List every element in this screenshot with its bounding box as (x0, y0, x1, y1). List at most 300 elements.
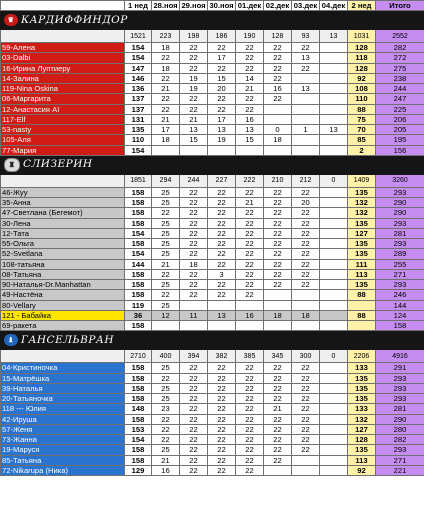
cell-week2[interactable]: 132 (348, 198, 376, 208)
cell-week1[interactable]: 158 (125, 208, 152, 218)
cell-nov30[interactable] (208, 145, 236, 155)
total-nov29[interactable]: 244 (180, 174, 208, 187)
total-dec01[interactable]: 385 (236, 350, 264, 363)
cell-nov30[interactable]: 22 (208, 373, 236, 383)
cell-week2[interactable]: 85 (348, 135, 376, 145)
cell-nov29[interactable]: 22 (180, 373, 208, 383)
cell-dec03[interactable] (292, 104, 320, 114)
cell-week1[interactable]: 136 (125, 84, 152, 94)
cell-week2[interactable]: 108 (348, 84, 376, 94)
total-nov30[interactable]: 186 (208, 30, 236, 43)
cell-dec02[interactable]: 22 (264, 73, 292, 83)
cell-dec03[interactable]: 22 (292, 228, 320, 238)
cell-total[interactable]: 282 (376, 43, 424, 53)
total-dec01[interactable]: 190 (236, 30, 264, 43)
cell-week1[interactable]: 158 (125, 445, 152, 455)
cell-nov28[interactable]: 25 (152, 187, 180, 197)
cell-dec01[interactable]: 15 (236, 135, 264, 145)
cell-dec04[interactable] (320, 84, 348, 94)
cell-dec02[interactable]: 22 (264, 383, 292, 393)
cell-dec04[interactable] (320, 218, 348, 228)
cell-nov30[interactable]: 22 (208, 465, 236, 475)
cell-week2[interactable]: 128 (348, 435, 376, 445)
cell-total[interactable]: 271 (376, 455, 424, 465)
cell-nov28[interactable]: 25 (152, 363, 180, 373)
cell-nov28[interactable]: 21 (152, 455, 180, 465)
column-header-dec04[interactable]: 04.дек (320, 1, 348, 11)
member-name[interactable]: 80-Vellary (1, 300, 125, 310)
cell-dec04[interactable] (320, 373, 348, 383)
cell-week2[interactable]: 135 (348, 383, 376, 393)
cell-week2[interactable]: 88 (348, 310, 376, 320)
cell-week2[interactable]: 2 (348, 145, 376, 155)
cell-nov28[interactable]: 25 (152, 445, 180, 455)
cell-dec04[interactable] (320, 269, 348, 279)
cell-nov29[interactable]: 19 (180, 84, 208, 94)
cell-week1[interactable]: 137 (125, 94, 152, 104)
cell-week2[interactable]: 128 (348, 63, 376, 73)
column-header-name[interactable] (1, 1, 125, 11)
cell-dec02[interactable]: 22 (264, 363, 292, 373)
cell-week1[interactable]: 154 (125, 145, 152, 155)
cell-dec03[interactable] (292, 321, 320, 331)
total-nov30[interactable]: 227 (208, 174, 236, 187)
cell-nov30[interactable]: 22 (208, 218, 236, 228)
cell-dec04[interactable] (320, 228, 348, 238)
cell-dec02[interactable]: 22 (264, 43, 292, 53)
total-dec02[interactable]: 128 (264, 30, 292, 43)
cell-dec02[interactable]: 22 (264, 414, 292, 424)
cell-nov28[interactable]: 25 (152, 239, 180, 249)
cell-dec03[interactable]: 22 (292, 43, 320, 53)
cell-week2[interactable]: 88 (348, 290, 376, 300)
cell-dec02[interactable]: 22 (264, 218, 292, 228)
cell-nov29[interactable]: 22 (180, 424, 208, 434)
cell-dec04[interactable]: 13 (320, 125, 348, 135)
cell-nov30[interactable]: 22 (208, 208, 236, 218)
cell-nov28[interactable]: 25 (152, 300, 180, 310)
cell-dec03[interactable]: 22 (292, 280, 320, 290)
cell-week2[interactable] (348, 321, 376, 331)
cell-dec04[interactable] (320, 198, 348, 208)
total-total[interactable]: 3260 (376, 174, 424, 187)
cell-dec02[interactable]: 22 (264, 373, 292, 383)
cell-dec01[interactable]: 22 (236, 290, 264, 300)
cell-nov29[interactable]: 13 (180, 125, 208, 135)
cell-total[interactable]: 290 (376, 208, 424, 218)
cell-dec01[interactable]: 22 (236, 208, 264, 218)
cell-nov29[interactable]: 18 (180, 259, 208, 269)
member-name[interactable]: 59-Алена (1, 43, 125, 53)
cell-week1[interactable]: 158 (125, 239, 152, 249)
cell-dec03[interactable]: 13 (292, 84, 320, 94)
cell-nov28[interactable]: 25 (152, 198, 180, 208)
cell-nov29[interactable]: 22 (180, 414, 208, 424)
cell-nov30[interactable]: 22 (208, 94, 236, 104)
cell-week2[interactable]: 132 (348, 414, 376, 424)
cell-dec02[interactable]: 18 (264, 135, 292, 145)
cell-nov29[interactable]: 15 (180, 135, 208, 145)
cell-nov30[interactable]: 13 (208, 125, 236, 135)
cell-dec04[interactable] (320, 239, 348, 249)
cell-week2[interactable]: 92 (348, 73, 376, 83)
cell-dec01[interactable]: 22 (236, 53, 264, 63)
cell-week1[interactable]: 144 (125, 259, 152, 269)
cell-nov30[interactable]: 22 (208, 249, 236, 259)
cell-week2[interactable]: 133 (348, 363, 376, 373)
cell-week1[interactable]: 119 (125, 300, 152, 310)
total-week1[interactable]: 1851 (125, 174, 152, 187)
cell-dec01[interactable]: 22 (236, 404, 264, 414)
cell-total[interactable]: 280 (376, 424, 424, 434)
total-dec04[interactable]: 0 (320, 174, 348, 187)
member-name[interactable]: 57-Женя (1, 424, 125, 434)
cell-dec01[interactable]: 22 (236, 43, 264, 53)
cell-dec04[interactable] (320, 280, 348, 290)
cell-nov28[interactable]: 21 (152, 114, 180, 124)
cell-total[interactable]: 205 (376, 125, 424, 135)
cell-week1[interactable]: 158 (125, 321, 152, 331)
member-name[interactable]: 04-Кристиночка (1, 363, 125, 373)
cell-dec03[interactable] (292, 94, 320, 104)
total-dec03[interactable]: 93 (292, 30, 320, 43)
cell-total[interactable]: 290 (376, 414, 424, 424)
total-dec02[interactable]: 210 (264, 174, 292, 187)
member-name[interactable]: 121 - Бабайка (1, 310, 125, 320)
cell-dec01[interactable]: 22 (236, 445, 264, 455)
cell-nov28[interactable]: 21 (152, 84, 180, 94)
cell-week1[interactable]: 148 (125, 404, 152, 414)
cell-dec01[interactable]: 22 (236, 363, 264, 373)
cell-dec02[interactable] (264, 290, 292, 300)
cell-dec02[interactable]: 22 (264, 394, 292, 404)
cell-nov30[interactable]: 22 (208, 63, 236, 73)
cell-dec04[interactable] (320, 310, 348, 320)
cell-dec03[interactable]: 22 (292, 63, 320, 73)
cell-nov30[interactable]: 17 (208, 114, 236, 124)
cell-dec04[interactable] (320, 414, 348, 424)
cell-week1[interactable]: 36 (125, 310, 152, 320)
cell-nov30[interactable]: 15 (208, 73, 236, 83)
cell-nov29[interactable]: 22 (180, 218, 208, 228)
cell-week1[interactable]: 158 (125, 187, 152, 197)
cell-nov29[interactable]: 22 (180, 269, 208, 279)
cell-dec02[interactable]: 22 (264, 445, 292, 455)
cell-total[interactable]: 247 (376, 94, 424, 104)
cell-nov29[interactable]: 22 (180, 435, 208, 445)
cell-week1[interactable]: 147 (125, 63, 152, 73)
cell-dec02[interactable]: 22 (264, 424, 292, 434)
cell-nov28[interactable]: 18 (152, 43, 180, 53)
cell-dec03[interactable] (292, 73, 320, 83)
cell-nov30[interactable] (208, 321, 236, 331)
cell-nov29[interactable]: 22 (180, 53, 208, 63)
cell-total[interactable]: 158 (376, 321, 424, 331)
cell-dec03[interactable]: 22 (292, 187, 320, 197)
cell-nov28[interactable]: 18 (152, 135, 180, 145)
cell-dec04[interactable] (320, 259, 348, 269)
cell-dec01[interactable]: 22 (236, 218, 264, 228)
cell-dec01[interactable]: 21 (236, 84, 264, 94)
cell-dec01[interactable]: 22 (236, 383, 264, 393)
cell-dec02[interactable]: 16 (264, 84, 292, 94)
cell-nov28[interactable]: 25 (152, 249, 180, 259)
cell-nov28[interactable]: 25 (152, 280, 180, 290)
cell-nov28[interactable]: 25 (152, 228, 180, 238)
total-dec04[interactable]: 13 (320, 30, 348, 43)
cell-dec01[interactable]: 22 (236, 228, 264, 238)
column-header-week1[interactable]: 1 нед (125, 1, 152, 11)
cell-dec01[interactable]: 22 (236, 455, 264, 465)
cell-dec03[interactable]: 22 (292, 373, 320, 383)
cell-dec01[interactable]: 22 (236, 373, 264, 383)
cell-nov28[interactable]: 25 (152, 218, 180, 228)
member-name[interactable]: 30-Лена (1, 218, 125, 228)
member-name[interactable]: 16-Ирина Луптиеру (1, 63, 125, 73)
cell-nov29[interactable]: 22 (180, 455, 208, 465)
cell-nov30[interactable]: 22 (208, 187, 236, 197)
cell-nov30[interactable]: 22 (208, 104, 236, 114)
cell-nov29[interactable]: 22 (180, 249, 208, 259)
cell-nov28[interactable]: 21 (152, 259, 180, 269)
cell-nov29[interactable]: 22 (180, 394, 208, 404)
total-nov29[interactable]: 198 (180, 30, 208, 43)
cell-nov29[interactable]: 22 (180, 280, 208, 290)
cell-nov30[interactable]: 22 (208, 404, 236, 414)
member-name[interactable]: 08-Татьяна (1, 269, 125, 279)
cell-dec04[interactable] (320, 465, 348, 475)
cell-nov28[interactable]: 22 (152, 104, 180, 114)
cell-dec04[interactable] (320, 114, 348, 124)
cell-dec01[interactable]: 22 (236, 259, 264, 269)
cell-week2[interactable]: 135 (348, 239, 376, 249)
cell-week2[interactable]: 135 (348, 280, 376, 290)
cell-dec01[interactable]: 22 (236, 187, 264, 197)
cell-week1[interactable]: 137 (125, 104, 152, 114)
cell-dec02[interactable]: 0 (264, 125, 292, 135)
cell-week1[interactable]: 153 (125, 424, 152, 434)
cell-total[interactable]: 289 (376, 249, 424, 259)
cell-dec04[interactable] (320, 53, 348, 63)
total-week2[interactable]: 1409 (348, 174, 376, 187)
member-name[interactable]: 118 --- Юлия (1, 404, 125, 414)
cell-week1[interactable]: 131 (125, 114, 152, 124)
cell-nov28[interactable] (152, 321, 180, 331)
cell-nov30[interactable]: 22 (208, 239, 236, 249)
cell-week1[interactable]: 158 (125, 373, 152, 383)
cell-dec03[interactable] (292, 300, 320, 310)
cell-nov29[interactable]: 21 (180, 114, 208, 124)
cell-week1[interactable]: 158 (125, 383, 152, 393)
cell-week1[interactable]: 158 (125, 269, 152, 279)
cell-nov28[interactable]: 22 (152, 73, 180, 83)
cell-total[interactable]: 293 (376, 239, 424, 249)
cell-week2[interactable]: 132 (348, 208, 376, 218)
cell-nov28[interactable]: 22 (152, 269, 180, 279)
cell-dec01[interactable]: 22 (236, 104, 264, 114)
cell-dec01[interactable]: 21 (236, 198, 264, 208)
cell-nov30[interactable]: 17 (208, 53, 236, 63)
cell-dec02[interactable]: 22 (264, 269, 292, 279)
cell-week1[interactable]: 158 (125, 363, 152, 373)
cell-week2[interactable]: 118 (348, 53, 376, 63)
cell-dec04[interactable] (320, 43, 348, 53)
cell-dec03[interactable]: 22 (292, 445, 320, 455)
cell-dec04[interactable] (320, 321, 348, 331)
cell-total[interactable]: 282 (376, 435, 424, 445)
cell-nov30[interactable] (208, 300, 236, 310)
cell-dec03[interactable] (292, 455, 320, 465)
cell-dec02[interactable]: 21 (264, 404, 292, 414)
cell-week2[interactable]: 92 (348, 465, 376, 475)
cell-dec02[interactable] (264, 465, 292, 475)
total-dec02[interactable]: 345 (264, 350, 292, 363)
cell-dec02[interactable] (264, 145, 292, 155)
cell-dec03[interactable]: 22 (292, 218, 320, 228)
cell-nov30[interactable]: 22 (208, 424, 236, 434)
cell-week2[interactable]: 135 (348, 249, 376, 259)
cell-dec03[interactable]: 1 (292, 125, 320, 135)
member-name[interactable]: 77-Мария (1, 145, 125, 155)
cell-nov29[interactable]: 22 (180, 445, 208, 455)
cell-dec01[interactable]: 22 (236, 394, 264, 404)
cell-dec01[interactable]: 22 (236, 269, 264, 279)
cell-nov28[interactable]: 25 (152, 383, 180, 393)
cell-dec02[interactable] (264, 114, 292, 124)
cell-total[interactable]: 290 (376, 198, 424, 208)
cell-dec03[interactable]: 22 (292, 249, 320, 259)
cell-total[interactable]: 272 (376, 53, 424, 63)
total-total[interactable]: 2552 (376, 30, 424, 43)
cell-nov30[interactable]: 22 (208, 445, 236, 455)
cell-dec04[interactable] (320, 145, 348, 155)
cell-nov28[interactable]: 25 (152, 394, 180, 404)
cell-nov29[interactable]: 22 (180, 239, 208, 249)
cell-dec03[interactable] (292, 290, 320, 300)
cell-nov29[interactable]: 11 (180, 310, 208, 320)
member-name[interactable]: 42-Ируша (1, 414, 125, 424)
column-header-nov30[interactable]: 30.ноя (209, 1, 234, 10)
cell-total[interactable]: 144 (376, 300, 424, 310)
cell-nov29[interactable]: 22 (180, 404, 208, 414)
cell-nov30[interactable]: 19 (208, 135, 236, 145)
total-name[interactable] (1, 30, 125, 43)
cell-dec04[interactable] (320, 290, 348, 300)
cell-dec03[interactable]: 22 (292, 435, 320, 445)
cell-week1[interactable]: 154 (125, 53, 152, 63)
cell-nov28[interactable]: 12 (152, 310, 180, 320)
cell-week2[interactable]: 133 (348, 404, 376, 414)
cell-dec04[interactable] (320, 300, 348, 310)
cell-nov30[interactable]: 22 (208, 290, 236, 300)
cell-total[interactable]: 246 (376, 290, 424, 300)
cell-week2[interactable] (348, 300, 376, 310)
cell-nov29[interactable]: 22 (180, 363, 208, 373)
cell-dec04[interactable] (320, 424, 348, 434)
member-name[interactable]: 12-Тата (1, 228, 125, 238)
cell-dec01[interactable] (236, 145, 264, 155)
cell-dec04[interactable] (320, 435, 348, 445)
column-header-nov28[interactable]: 28.ноя (153, 1, 178, 10)
cell-total[interactable]: 156 (376, 145, 424, 155)
cell-week2[interactable]: 75 (348, 114, 376, 124)
cell-dec04[interactable] (320, 73, 348, 83)
cell-nov30[interactable]: 22 (208, 394, 236, 404)
cell-nov29[interactable]: 22 (180, 187, 208, 197)
cell-dec01[interactable]: 22 (236, 435, 264, 445)
member-name[interactable]: 12-Анастасия Аї (1, 104, 125, 114)
member-name[interactable]: 85-Татьяна (1, 455, 125, 465)
cell-nov29[interactable]: 22 (180, 63, 208, 73)
cell-nov30[interactable]: 22 (208, 228, 236, 238)
cell-dec04[interactable] (320, 135, 348, 145)
cell-dec04[interactable] (320, 104, 348, 114)
member-name[interactable]: 49-Настёна (1, 290, 125, 300)
member-name[interactable]: 119-Nina Oskina (1, 84, 125, 94)
column-header-total[interactable]: Итого (376, 1, 424, 11)
column-header-dec03[interactable]: 03.дек (292, 1, 320, 11)
total-week2[interactable]: 1031 (348, 30, 376, 43)
cell-week2[interactable]: 110 (348, 94, 376, 104)
cell-week2[interactable]: 113 (348, 455, 376, 465)
cell-dec03[interactable]: 22 (292, 363, 320, 373)
cell-week1[interactable]: 158 (125, 414, 152, 424)
cell-week2[interactable]: 135 (348, 394, 376, 404)
cell-nov29[interactable]: 22 (180, 290, 208, 300)
cell-week2[interactable]: 127 (348, 228, 376, 238)
cell-week2[interactable]: 113 (348, 269, 376, 279)
cell-nov29[interactable]: 22 (180, 465, 208, 475)
cell-nov29[interactable]: 22 (180, 228, 208, 238)
cell-week1[interactable]: 135 (125, 125, 152, 135)
total-nov28[interactable]: 223 (152, 30, 180, 43)
total-dec01[interactable]: 222 (236, 174, 264, 187)
cell-nov28[interactable]: 17 (152, 125, 180, 135)
cell-nov30[interactable]: 20 (208, 84, 236, 94)
column-header-nov29[interactable]: 29.ноя (181, 1, 206, 10)
cell-dec01[interactable]: 16 (236, 310, 264, 320)
total-name[interactable] (1, 174, 125, 187)
cell-dec03[interactable]: 22 (292, 404, 320, 414)
member-name[interactable]: 105-Аля (1, 135, 125, 145)
cell-dec02[interactable]: 22 (264, 249, 292, 259)
cell-dec04[interactable] (320, 363, 348, 373)
cell-total[interactable]: 293 (376, 383, 424, 393)
cell-dec03[interactable] (292, 145, 320, 155)
member-name[interactable]: 46-Жуу (1, 187, 125, 197)
cell-dec02[interactable]: 22 (264, 53, 292, 63)
member-name[interactable]: 52-Svetlana (1, 249, 125, 259)
cell-dec01[interactable] (236, 321, 264, 331)
total-nov28[interactable]: 294 (152, 174, 180, 187)
cell-dec01[interactable]: 13 (236, 125, 264, 135)
cell-week1[interactable]: 129 (125, 465, 152, 475)
cell-dec01[interactable]: 22 (236, 249, 264, 259)
cell-dec02[interactable]: 22 (264, 259, 292, 269)
cell-dec03[interactable]: 13 (292, 53, 320, 63)
cell-dec01[interactable]: 22 (236, 280, 264, 290)
cell-week2[interactable]: 111 (348, 259, 376, 269)
cell-total[interactable]: 281 (376, 228, 424, 238)
cell-dec01[interactable]: 22 (236, 424, 264, 434)
column-header-dec01[interactable]: 01.дек (236, 1, 264, 11)
total-dec03[interactable]: 300 (292, 350, 320, 363)
member-name[interactable]: 20-Татьяночка (1, 394, 125, 404)
member-name[interactable]: 53-nasty (1, 125, 125, 135)
cell-total[interactable]: 238 (376, 73, 424, 83)
cell-dec02[interactable]: 22 (264, 228, 292, 238)
total-dec03[interactable]: 212 (292, 174, 320, 187)
